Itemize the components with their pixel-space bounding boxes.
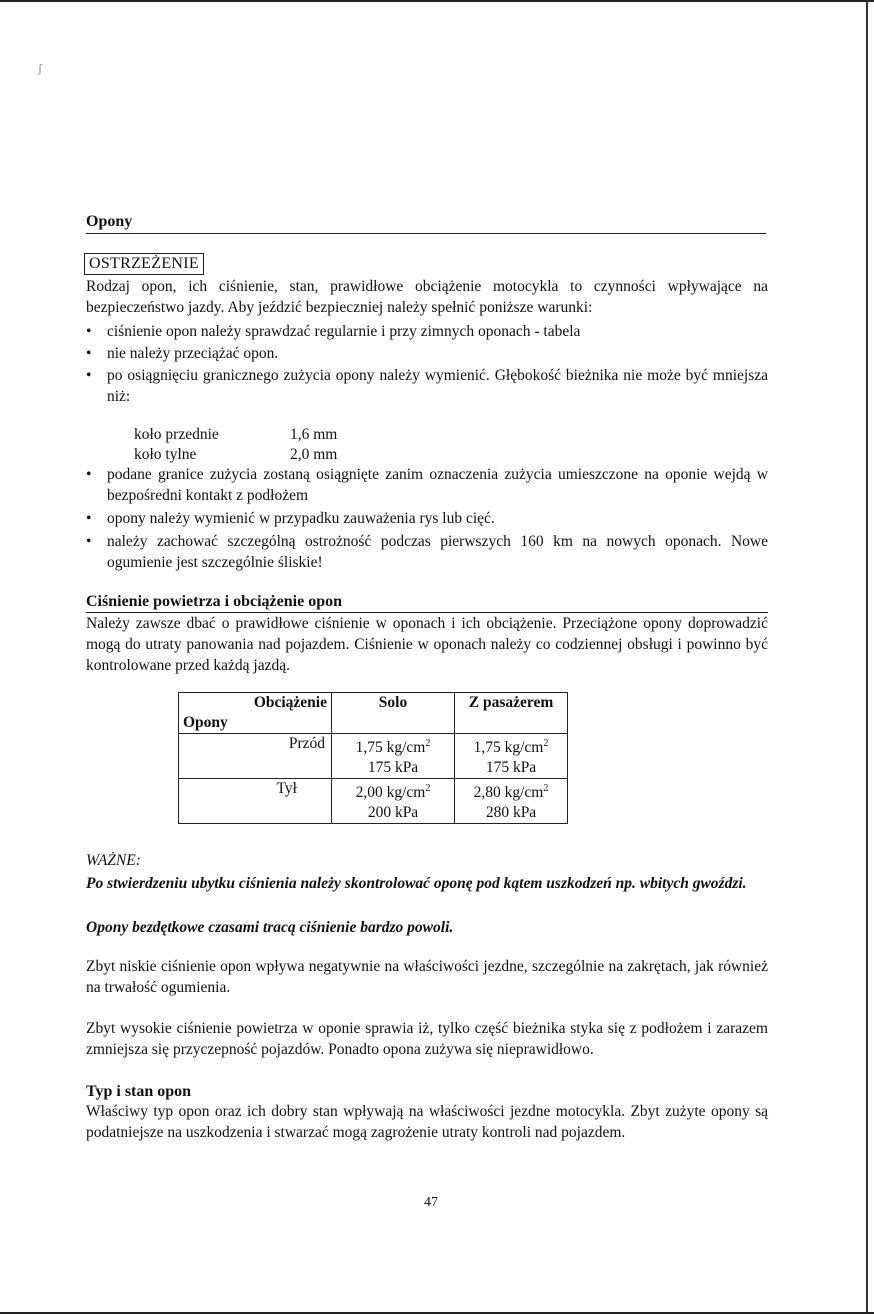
list-item-text: ciśnienie opon należy sprawdzać regularnie i przy zimnych oponach - tabela xyxy=(107,323,581,340)
section-title: Opony xyxy=(86,211,766,234)
bullet-icon: • xyxy=(86,466,92,483)
list-item xyxy=(86,343,768,364)
tread-depth: 2,0 mm xyxy=(290,446,338,463)
low-pressure-paragraph: Zbyt niskie ciśnienie opon wpływa negatywnie na właściwości jezdne, szczególnie na zakrętach, jak również na trwałość ogumienia. xyxy=(86,958,768,996)
bullet-icon: • xyxy=(86,533,92,550)
list-item xyxy=(86,365,768,407)
page-number: 47 xyxy=(424,1195,438,1210)
col-load-label: Obciążenie xyxy=(253,694,327,711)
value-kpa: 175 kPa xyxy=(485,759,537,777)
list-item-text: po osiągnięciu granicznego zużycia opony należy wymienić. Głębokość bieżnika nie może być mniejsza niż: xyxy=(107,367,768,405)
type-paragraph: Właściwy typ opon oraz ich dobry stan wpływają na właściwości jezdne motocykla. Zbyt zużyte opony są podatniejsze na uszkodzenia i stwarzać mogą zagrożenie utraty kontroli nad pojazdem. xyxy=(86,1103,768,1141)
pressure-table xyxy=(178,692,568,824)
warning-label: OSTRZEŻENIE xyxy=(84,253,204,275)
value-kpa: 280 kPa xyxy=(485,804,537,822)
table-cell xyxy=(455,779,568,824)
pressure-paragraph: Należy zawsze dbać o prawidłowe ciśnienie w oponach i ich obciążenie. Przeciążone opony doprowadzić mogą do utraty panowania nad pojazdem. Ciśnienie w oponach należy co codziennej obsługi i powinno być kontrolowane przed każdą jazdą. xyxy=(86,615,768,674)
list-item-text: nie należy przeciążać opon. xyxy=(107,345,279,362)
list-item xyxy=(86,531,768,573)
table-row xyxy=(179,779,568,824)
value-kg: 2,00 kg/cm xyxy=(355,784,426,802)
superscript: 2 xyxy=(543,783,549,795)
list-item xyxy=(86,321,768,342)
high-pressure-paragraph: Zbyt wysokie ciśnienie powietrza w oponie sprawia iż, tylko część bieżnika styka się z podłożem i zarazem zmniejsza się przyczepność pojazdów. Ponadto opona zużywa się nieprawidłowo. xyxy=(86,1020,768,1058)
important-label: WAŻNE: xyxy=(86,852,141,869)
table-cell xyxy=(455,734,568,779)
col-tires-label: Opony xyxy=(183,714,228,731)
tread-row-front xyxy=(134,424,337,445)
superscript: 2 xyxy=(543,738,549,749)
bullet-icon: • xyxy=(86,510,92,527)
value-kg: 1,75 kg/cm xyxy=(473,739,544,757)
value-kpa: 175 kPa xyxy=(367,759,419,777)
type-heading: Typ i stan opon xyxy=(86,1083,192,1100)
superscript: 2 xyxy=(425,738,431,749)
scan-edge-right xyxy=(866,0,868,1314)
tread-wheel: koło tylne xyxy=(134,446,197,463)
tread-depth: 1,6 mm xyxy=(290,426,338,443)
intro-paragraph: Rodzaj opon, ich ciśnienie, stan, prawidłowe obciążenie motocykla to czynności wpływające na bezpieczeństwo jazdy. Aby jeździć bezpieczniej należy spełnić poniższe warunki: xyxy=(86,278,768,316)
list-item xyxy=(86,464,768,506)
list-item-text: podane granice zużycia zostaną osiągnięte zanim oznaczenia zużycia umieszczone na oponie wejdą w bezpośredni kontakt z podłożem xyxy=(107,466,768,504)
scan-edge-top xyxy=(0,0,874,2)
bullet-icon: • xyxy=(86,345,92,362)
scan-speck: ʃ xyxy=(38,61,42,75)
tread-row-rear xyxy=(134,444,337,465)
value-kg: 2,80 kg/cm xyxy=(473,784,544,802)
table-cell xyxy=(332,779,455,824)
bullet-icon: • xyxy=(86,367,92,384)
table-cell xyxy=(332,734,455,779)
list-item xyxy=(86,508,768,529)
list-item-text: należy zachować szczególną ostrożność podczas pierwszych 160 km na nowych oponach. Nowe ogumienie jest szczególnie śliskie! xyxy=(107,533,768,571)
table-row xyxy=(179,734,568,779)
table-corner-cell xyxy=(179,693,332,734)
col-passenger-header: Z pasażerem xyxy=(455,693,568,734)
value-kpa: 200 kPa xyxy=(367,804,419,822)
row-label: Przód xyxy=(179,734,332,779)
important-line-2: Opony bezdętkowe czasami tracą ciśnienie bardzo powoli. xyxy=(86,919,454,936)
bullet-icon: • xyxy=(86,323,92,340)
pressure-heading: Ciśnienie powietrza i obciążenie opon xyxy=(86,591,768,613)
value-kg: 1,75 kg/cm xyxy=(355,739,426,757)
list-item-text: opony należy wymienić w przypadku zauważenia rys lub cięć. xyxy=(107,510,495,527)
table-header-row xyxy=(179,693,568,734)
col-solo-header: Solo xyxy=(332,693,455,734)
important-line-1: Po stwierdzeniu ubytku ciśnienia należy skontrolować oponę pod kątem uszkodzeń np. wbitych gwoździ. xyxy=(86,875,747,892)
row-label: Tył xyxy=(179,779,332,824)
superscript: 2 xyxy=(425,783,431,795)
tread-wheel: koło przednie xyxy=(134,426,219,443)
